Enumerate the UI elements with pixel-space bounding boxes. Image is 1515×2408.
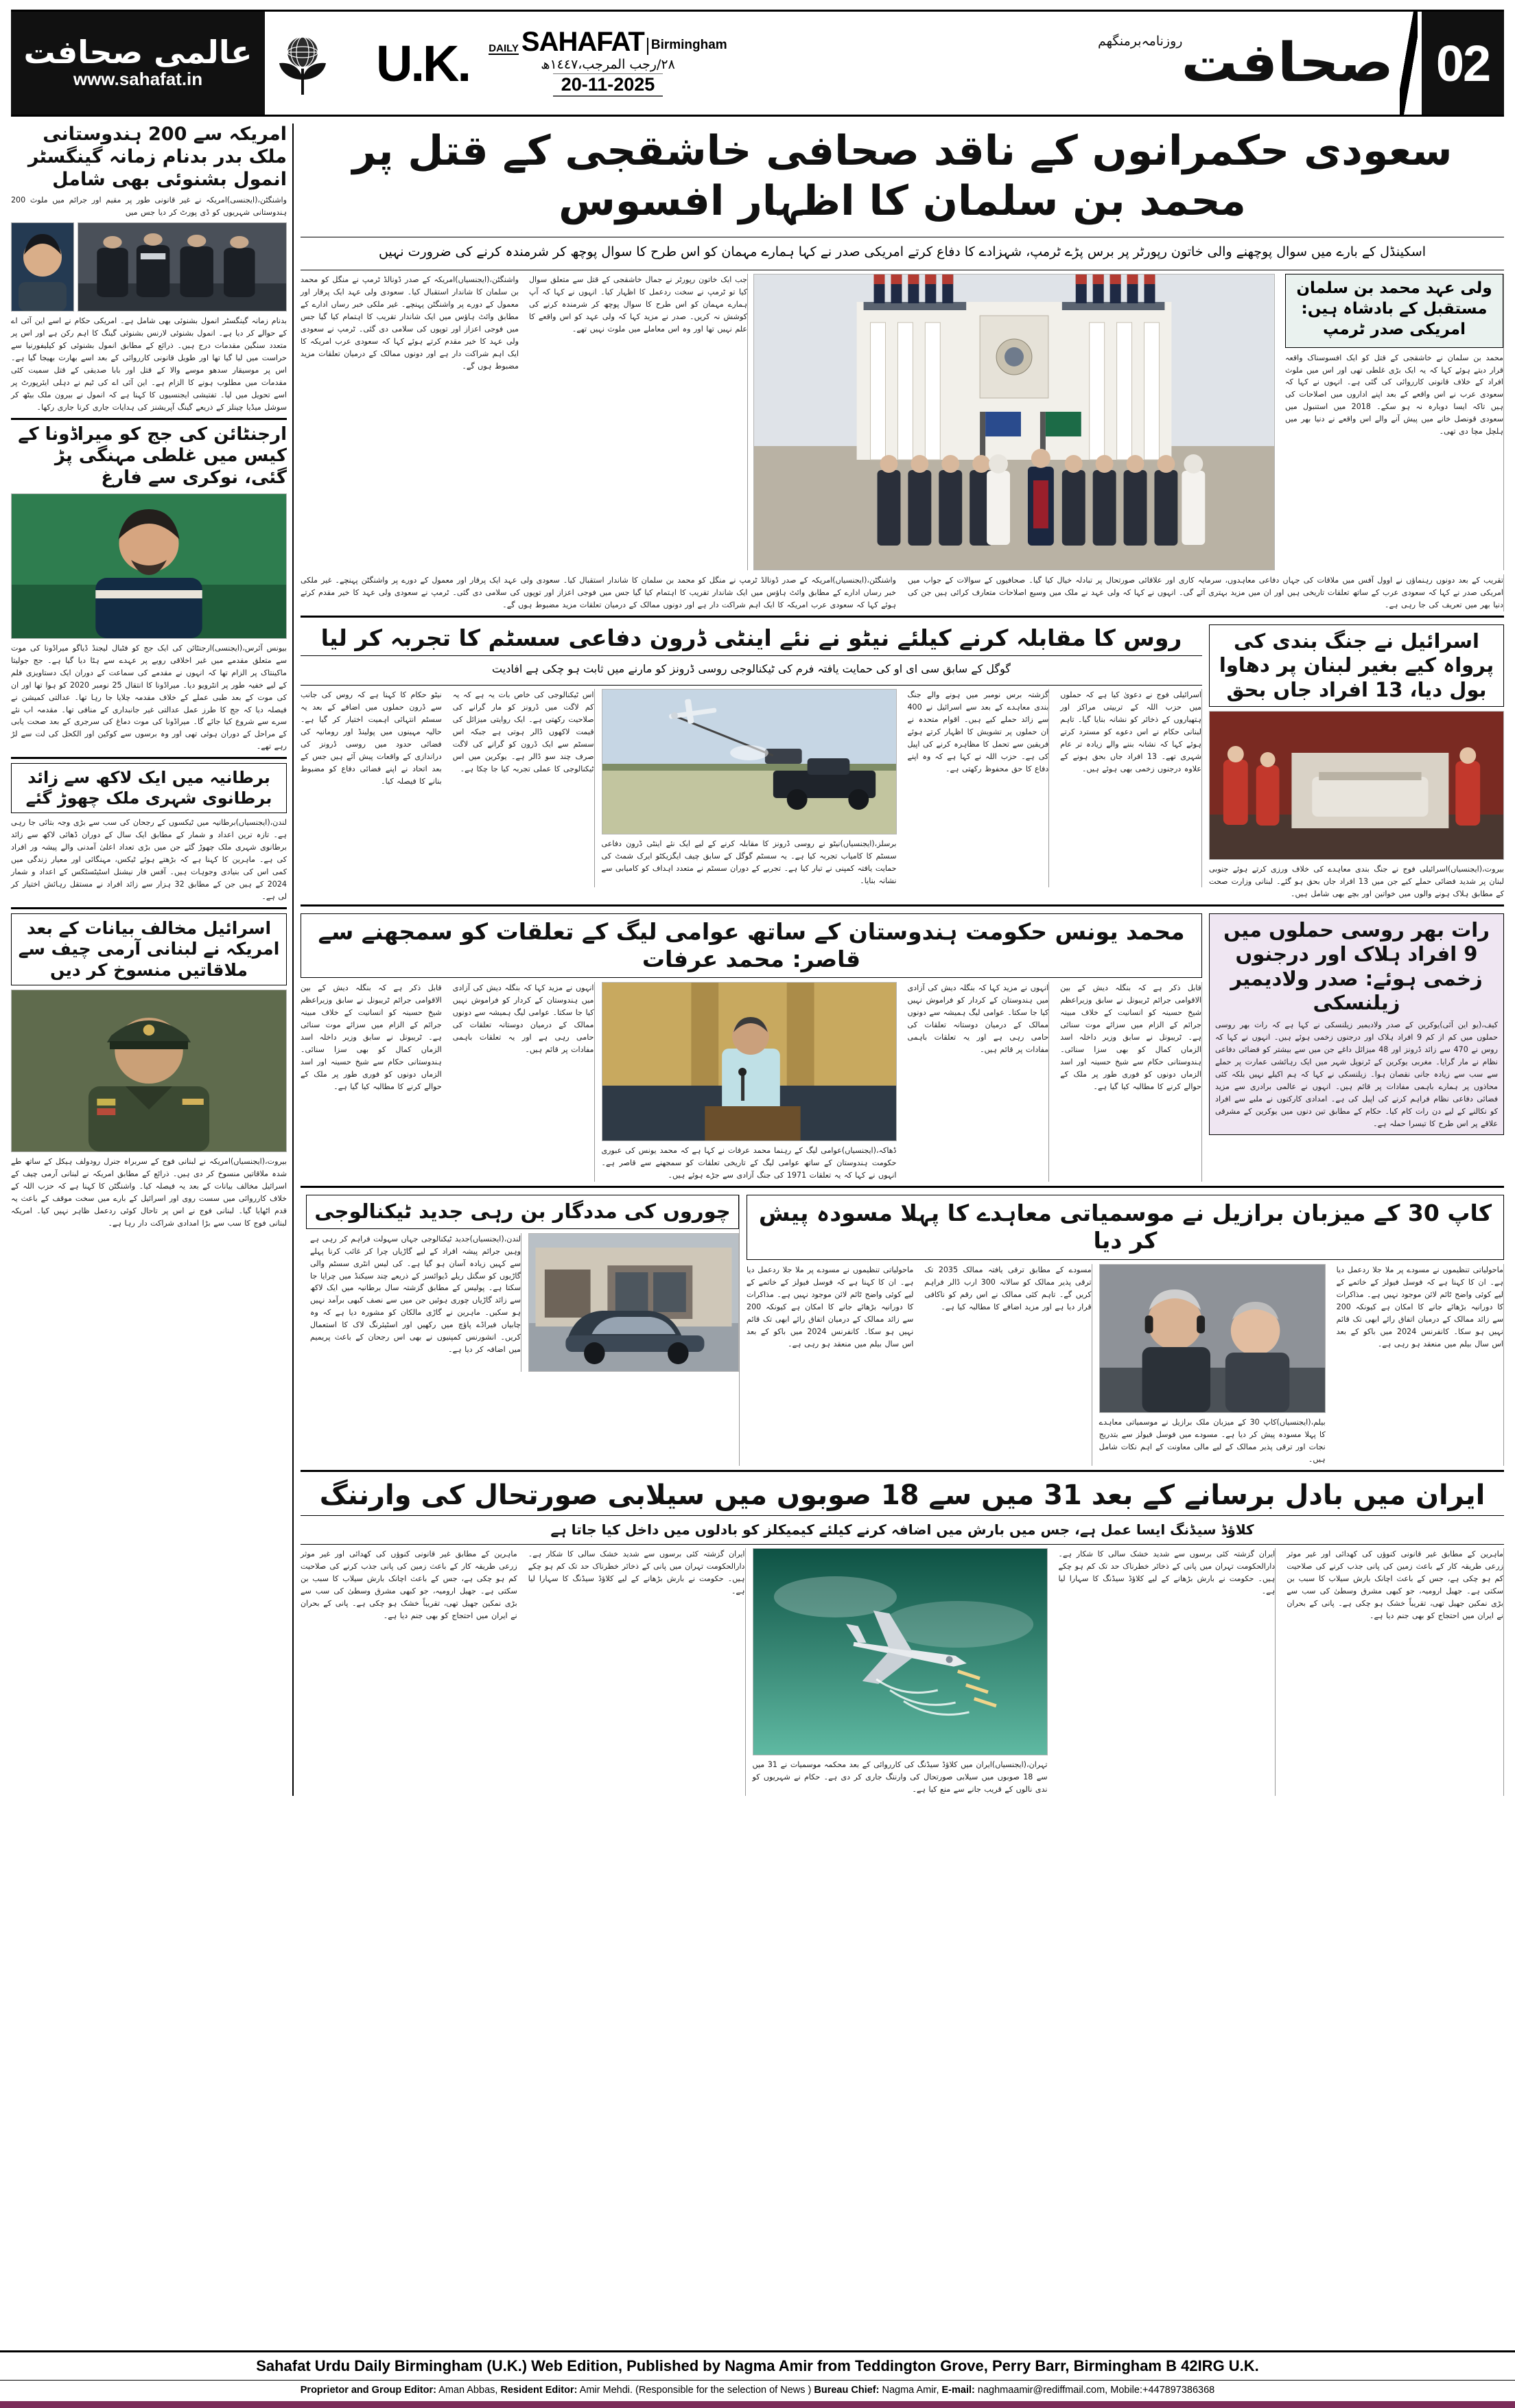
section-row-4 — [301, 1195, 1504, 1465]
yunus-paragraph-c2: قابل ذکر ہے کہ بنگلہ دیش کے بین الاقوامی جرائم ٹریبونل نے سابق وزیراعظم شیخ حسینہ کو انسانیت کے خلاف مبینہ جرائم کے الزام میں سزائے موت سنائی ہے۔ ٹریبونل نے سابق وزیر داخلہ اسد الزماں کمال کو بھی سزا سنائی۔ ہندوستانی حکام سے شیخ حسینہ اور اسد الزماں دونوں کو فوری طور پر ملک کے حوالے کرنے کا مطالبہ کیا گیا ہے۔ — [301, 983, 442, 1092]
lead-quote-headline: ولی عہد محمد بن سلمان مستقبل کے بادشاہ ہیں: امریکی صدر ٹرمپ — [1296, 279, 1492, 338]
diego-maradona-portrait-photo — [11, 493, 287, 639]
deportation-lead: واشنگٹن،(ایجنسی)امریکہ نے غیر قانونی طور پر مقیم اور جرائم میں ملوث 200 ہندوستانی شہریوں کو ڈی پورٹ کر دیا جس میں — [11, 195, 287, 217]
cloud-seeding-aircraft-illustration-photo — [753, 1548, 1048, 1755]
urdu-logo-text: صحافت — [1182, 32, 1394, 94]
page-body — [11, 124, 1504, 1796]
uk-emigration-body: لندن،(ایجنسیاں)برطانیہ میں ٹیکسوں کے رجحان کی سب سے بڑی وجہ بتائی جا رہی ہے۔ تازہ ترین اعداد و شمار کے مطابق ایک سال کے دوران ڈھائی لاکھ سے زائد برطانوی شہری ملک چھوڑ گئے جن میں بڑی تعداد اعلیٰ آمدنی والے پیشہ ور افراد کی ہے۔ ماہرین کا کہنا ہے کہ بڑھتے ہوئے ٹیکس، مہنگائی اور معیار زندگی میں کمی اس کی بنیادی وجوہات ہیں۔ آفس فار نیشنل اسٹیٹسٹکس کے اعداد و شمار 2024 کے ہیں جن کے مطابق 32 ہزار سے زائد افراد نے مستقل رہائش اختیار کر لی ہے۔ — [11, 817, 287, 901]
footer-bureau-chief-label: Bureau Chief: — [814, 2385, 880, 2396]
footer-email-address[interactable]: naghmaamir@rediffmail.com, — [977, 2385, 1108, 2396]
alami-sahafat-urdu-text: عالمی صحافت — [23, 34, 252, 71]
nato-drone-paragraph-c: نیٹو حکام کا کہنا ہے کہ روس کی جانب سے ڈرون حملوں میں اضافے کے بعد یہ سسٹم انتہائی اہمیت اختیار کر گیا ہے۔ حالیہ مہینوں میں پولینڈ اور رومانیہ کی فضائی حدود میں روسی ڈرونز کی دراندازی کے واقعات پیش آئے ہیں جس کے بعد اتحاد نے اپنے فضائی دفاع کو مضبوط بنانے کا فیصلہ کیا۔ — [301, 690, 442, 786]
israel-lebanon-paragraph-b: اسرائیلی فوج نے دعویٰ کیا ہے کہ حملوں میں حزب اللہ کے تربیتی مراکز اور ہتھیاروں کے ذخائر کو نشانہ بنایا گیا۔ تاہم لبنانی حکام نے اس دعوے کو مسترد کرتے ہوئے کہا کہ نشانہ بننے والے زیادہ تر عام شہری تھے۔ 13 افراد جاں بحق ہونے کے علاوہ درجنوں زخمی بھی ہوئے ہیں۔ — [1060, 690, 1201, 773]
lead-paragraph-a: واشنگٹن،(ایجنسیاں)امریکہ کے صدر ڈونالڈ ٹرمپ نے منگل کو محمد بن سلمان کا شاندار استقبال کیا۔ سعودی ولی عہد ایک پرقار اور معمول کے دورے پر واشنگٹن پہنچے۔ غیر ملکی خبر رساں ادارے کے مطابق وائٹ ہاؤس میں ایک شاندار تقریب کا اہتمام کیا گیا جس میں فوجی اعزاز اور توپوں کی سلامی دی گئی۔ ٹرمپ نے سعودی ولی عہد کا خیر مقدم کرتے ہوئے کہا کہ سعودی عرب امریکہ کا ایک اہم شراکت دار ہے اور دونوں ممالک کے درمیان تعلقات مزید مضبوط ہوں گے۔ — [301, 274, 519, 371]
section-iran-floods — [301, 1479, 1504, 1796]
tech-thieves-body: لندن،(ایجنسیاں)جدید ٹیکنالوجی جہاں سہولت فراہم کر رہی ہے وہیں جرائم پیشہ افراد کے لیے گاڑیاں چرا کر غائب کرنا پہلے سے کہیں زیادہ آسان ہو گیا ہے۔ کی لیس انٹری سسٹم والی گاڑیوں کو سگنل ریلے ڈیوائسز کے ذریعے چند سیکنڈ میں چرایا جا سکتا ہے۔ پولیس کے مطابق گزشتہ سال برطانیہ میں ایک لاکھ سے زائد گاڑیاں چوری ہوئیں جن میں سے نصف کبھی برآمد نہیں ہو سکیں۔ ماہرین نے گاڑی مالکان کو مشورہ دیا ہے کہ وہ چابیاں فیراڈے پاؤچ میں رکھیں اور اسٹیئرنگ لاک کا استعمال کریں۔ انشورنس کمپنیوں نے بھی اس رجحان کے باعث پریمیم میں اضافہ کر دیا ہے۔ — [310, 1234, 521, 1355]
yunus-paragraph-b: انہوں نے مزید کہا کہ بنگلہ دیش کی آزادی میں ہندوستان کے کردار کو فراموش نہیں کیا جا سکتا۔ عوامی لیگ ہمیشہ سے دونوں ممالک کے درمیان دوستانہ تعلقات کی حامی رہی ہے اور یہ تعلقات باہمی مفادات پر قائم ہیں۔ — [907, 983, 1049, 1055]
iran-floods-paragraph-b2: ایران گزشتہ کئی برسوں سے شدید خشک سالی کا شکار ہے۔ دارالحکومت تہران میں پانی کے ذخائر خطرناک حد تک کم ہو چکے ہیں۔ حکومت نے بارش بڑھانے کے لیے کلاؤڈ سیڈنگ کا سہارا لیا ہے۔ — [528, 1549, 745, 1595]
page-number: 02 — [1418, 12, 1504, 115]
page-footer — [0, 2350, 1515, 2408]
nato-drone-paragraph-b: اس ٹیکنالوجی کی خاص بات یہ ہے کہ یہ کم لاگت میں ڈرونز کو مار گرانے کی صلاحیت رکھتی ہے۔ ایک روایتی میزائل کی قیمت لاکھوں ڈالر ہوتی ہے جبکہ اس سسٹم سے ایک ڈرون کو گرانے کی لاگت صرف چند سو ڈالر ہے۔ یوکرین میں اس ٹیکنالوجی کا عملی تجربہ کیا جا چکا ہے۔ — [452, 690, 594, 773]
urdu-logo-superscript: روزنامہ — [1141, 34, 1183, 49]
maradona-judge-headline: ارجنٹائن کی جج کو میراڈونا کے کیس میں غلطی مہنگی پڑ گئی، نوکری سے فارغ — [18, 423, 287, 488]
cop30-headline: کاپ 30 کے میزبان برازیل نے موسمیاتی معاہدے کا پہلا مسودہ پیش کر دیا — [758, 1200, 1492, 1254]
anmol-bishnoi-portrait-photo — [11, 222, 74, 312]
cop30-delegates-headphones-photo — [1099, 1264, 1326, 1413]
section-cop30 — [747, 1195, 1504, 1465]
footer-proprietor-label: Proprietor and Group Editor: — [300, 2385, 436, 2396]
israel-lebanon-paragraph-c: گزشتہ برس نومبر میں ہونے والے جنگ بندی معاہدے کے بعد سے اسرائیل نے 400 سے زائد حملے کیے ہیں۔ اقوام متحدہ نے ان حملوں پر تشویش کا اظہار کرتے ہوئے فریقین سے تحمل کا مظاہرہ کرنے کی اپیل کی ہے۔ حزب اللہ نے کہا ہے کہ وہ اپنے دفاع کا حق محفوظ رکھتی ہے۔ — [907, 690, 1049, 773]
iran-floods-paragraph-a: تہران،(ایجنسیاں)ایران میں کلاؤڈ سیڈنگ کی کارروائی کے بعد محکمہ موسمیات نے 31 میں سے 18 صوبوں میں سیلابی صورتحال کی وارننگ جاری کر دی ہے۔ حکام نے شہریوں کو ندی نالوں کے قریب جانے سے منع کیا ہے۔ — [752, 1760, 1048, 1794]
yunus-paragraph-b2: انہوں نے مزید کہا کہ بنگلہ دیش کی آزادی میں ہندوستان کے کردار کو فراموش نہیں کیا جا سکتا۔ عوامی لیگ ہمیشہ سے دونوں ممالک کے درمیان دوستانہ تعلقات کی حامی رہی ہے اور یہ تعلقات باہمی مفادات پر قائم ہیں۔ — [452, 983, 594, 1055]
section-nato-drone — [301, 624, 1202, 900]
lebanon-army-chief-headline: اسرائیل مخالف بیانات کے بعد امریکہ نے لبنانی آرمی چیف سے ملاقاتیں منسوخ کر دیں — [18, 917, 280, 980]
gregorian-date: 20-11-2025 — [553, 73, 663, 96]
iran-floods-paragraph-c2: ماہرین کے مطابق غیر قانونی کنوؤں کی کھدائی اور غیر موثر زرعی طریقہ کار کے باعث زمین کی پانی جذب کرنے کی صلاحیت کم ہو چکی ہے، جس کے باعث اچانک بارش سیلاب کا سبب بن سکتی ہے۔ جھیل ارومیہ، جو کبھی مشرق وسطیٰ کی سب سے بڑی نمکین جھیل تھی، تقریباً خشک ہو چکی ہے۔ پانی کے بحران نے ایران میں احتجاج کو بھی جنم دیا ہے۔ — [301, 1549, 517, 1620]
masthead-daily-block — [489, 12, 727, 115]
iran-floods-paragraph-c: ماہرین کے مطابق غیر قانونی کنوؤں کی کھدائی اور غیر موثر زرعی طریقہ کار کے باعث زمین کی پانی جذب کرنے کی صلاحیت کم ہو چکی ہے، جس کے باعث اچانک بارش سیلاب کا سبب بن سکتی ہے۔ جھیل ارومیہ، جو کبھی مشرق وسطیٰ کی سب سے بڑی نمکین جھیل تھی، تقریباً خشک ہو چکی ہے۔ پانی کے بحران نے ایران میں احتجاج کو بھی جنم دیا ہے۔ — [1287, 1549, 1503, 1620]
main-news-zone — [301, 124, 1504, 1796]
section-yunus-awami-league — [301, 913, 1202, 1182]
hijri-date: ٢٨/رجب المرجب،١٤٤٧ھ — [541, 57, 675, 73]
iran-floods-paragraph-b: ایران گزشتہ کئی برسوں سے شدید خشک سالی کا شکار ہے۔ دارالحکومت تہران میں پانی کے ذخائر خطرناک حد تک کم ہو چکے ہیں۔ حکومت نے بارش بڑھانے کے لیے کلاؤڈ سیڈنگ کا سہارا لیا ہے۔ — [1058, 1549, 1276, 1595]
lead-paragraph-c: جب ایک خاتون رپورٹر نے جمال خاشقجی کے قتل سے متعلق سوال کیا تو ٹرمپ نے سخت ردعمل کا اظہار کیا۔ انہوں نے کہا کہ آپ ہمارے مہمان کو اس طرح کا سوال پوچھ کر شرمندہ کرنے کی کوشش نہ کریں۔ صدر نے مزید کہا کہ ولی عہد کو اس واقعے کا علم نہیں تھا اور وہ اس معاملے میں ملوث نہیں تھے۔ — [529, 274, 747, 334]
section-row-2 — [301, 624, 1504, 900]
russia-attacks-headline: رات بھر روسی حملوں میں 9 افراد ہلاک اور درجنوں زخمی ہوئے: صدر ولادیمیر زیلنسکی — [1223, 917, 1490, 1014]
masthead-spacer — [711, 12, 1021, 115]
yunus-headline: محمد یونس حکومت ہندوستان کے ساتھ عوامی لیگ کے تعلقات کو سمجھنے سے قاصر: محمد عرفات — [318, 917, 1185, 973]
iran-floods-subheadline: کلاؤڈ سیڈنگ ایسا عمل ہے، جس میں بارش میں اضافہ کرنے کیلئے کیمیکلز کو بادلوں میں داخل کیا جاتا ہے — [550, 1521, 1254, 1539]
iran-floods-headline: ایران میں بادل برسانے کے بعد 31 میں سے 18 صوبوں میں سیلابی صورتحال کی وارننگ — [319, 1479, 1485, 1511]
masthead-urdu-nameplate — [1021, 12, 1400, 115]
cop30-paragraph-b: مسودے کے مطابق ترقی یافتہ ممالک 2035 تک ترقی پذیر ممالک کو سالانہ 300 ارب ڈالر فراہم کریں گے۔ تاہم کئی ممالک نے اس رقم کو ناکافی قرار دیا ہے اور مزید اضافے کا مطالبہ کیا ہے۔ — [924, 1265, 1092, 1311]
maradona-judge-body: بیونس آئرس،(ایجنسی)ارجنٹائن کی ایک جج کو فٹبال لیجنڈ ڈیاگو میراڈونا کی موت سے متعلق مقدمے میں غیر اخلاقی رویے پر عہدے سے ہٹا دیا گیا ہے۔ جج جولیتا ماکینتاک پر الزام تھا کہ انہوں نے مقدمے کی سماعت کے دوران ایک دستاویزی فلم کے لیے خفیہ طور پر انٹرویو دیا۔ میراڈونا کا انتقال 25 نومبر 2020 کو ہوا تھا اور ان کی موت کے بعد طبی عملے کے خلاف مقدمہ چلایا جا رہا تھا۔ عدالتی کمیشن نے فیصلہ دیا کہ جج کا طرز عمل عدالتی غیر جانبداری کے منافی تھا۔ مقدمہ اب نئے سرے سے شروع کیا جائے گا۔ میراڈونا کی موت دماغ کی سرجری کے بعد صحت یابی کے مراحل کے دوران ہوئی تھی اور وہ برسوں سے کوکین اور الکحل کی لت سے لڑ رہے تھے۔ — [11, 643, 287, 751]
globe-plant-icon — [265, 12, 340, 115]
footer-resident-editor-name: Amir Mehdi. — [579, 2385, 633, 2396]
lead-story — [301, 124, 1504, 611]
sahafat-wordmark: SAHAFAT — [521, 27, 644, 58]
rail-item-deportation — [11, 124, 287, 414]
rail-item-maradona-judge — [11, 424, 287, 753]
footer-email-label: E-mail: — [941, 2385, 975, 2396]
rail-item-lebanon-army-chief — [11, 913, 287, 1230]
car-in-driveway-house-photo — [528, 1233, 739, 1372]
deportation-headline: امریکہ سے 200 ہندوستانی ملک بدر بدنام زمانہ گینگسٹر انمول بشنوئی بھی شامل — [27, 124, 287, 190]
deportation-body: بدنام زمانہ گینگسٹر انمول بشنوئی بھی شامل ہے۔ امریکی حکام نے اسے این آئی اے کے حوالے کر دیا ہے۔ انمول بشنوئی لارنس بشنوئی گینگ کا اہم رکن ہے اور اس پر متعدد سنگین مقدمات درج ہیں۔ ذرائع کے مطابق انمول بشنوئی کو کیلیفورنیا سے حراست میں لیا گیا تھا اور طویل قانونی کارروائی کے بعد اسے بھارت بھیجا گیا ہے۔ اس پر موسیقار سدھو موسے والا کے قتل اور بابا صدیقی کے قتل سمیت کئی مقدمات میں مطلوب ہونے کا الزام ہے۔ این آئی اے کی ٹیم نے دہلی ایئرپورٹ پر اسے تحویل میں لیا۔ تفتیشی ایجنسیوں کا کہنا ہے کہ انمول نے بیرون ملک بیٹھ کر سوشل میڈیا چینلز کے ذریعے گینگ آپریشنز کی ہدایات جاری کرنا جاری رکھا۔ — [11, 316, 287, 412]
footer-bureau-chief-name: Nagma Amir, — [882, 2385, 939, 2396]
footer-imprint-line — [0, 2381, 1515, 2401]
yunus-paragraph-c: قابل ذکر ہے کہ بنگلہ دیش کے بین الاقوامی جرائم ٹریبونل نے سابق وزیراعظم شیخ حسینہ کو انسانیت کے خلاف مبینہ جرائم کے الزام میں سزائے موت سنائی ہے۔ ٹریبونل نے سابق وزیر داخلہ اسد الزماں کمال کو بھی سزا سنائی۔ ہندوستانی حکام سے شیخ حسینہ اور اسد الزماں دونوں کو فوری طور پر ملک کے حوالے کرنے کا مطالبہ کیا گیا ہے۔ — [1060, 983, 1201, 1092]
footer-mobile-number: Mobile:+447897386368 — [1110, 2385, 1215, 2396]
lead-paragraph-b: تقریب کے بعد دونوں رہنماؤں نے اوول آفس میں ملاقات کی جہاں دفاعی معاہدوں، سرمایہ کاری اور علاقائی صورتحال پر تبادلہ خیال کیا گیا۔ صحافیوں کے سوالات کے جواب میں امریکی صدر نے کہا کہ سعودی عرب کے ساتھ تعلقات تاریخی ہیں اور ان میں مزید بہتری آئے گی۔ انہوں نے کہا کہ ولی عہد نے ملک میں وسیع اصلاحات متعارف کرائی ہیں جن کی دنیا بھر میں تعریف کی جا رہی ہے۔ — [908, 575, 1503, 609]
mohammad-arafat-speaking-podium-photo — [602, 982, 897, 1141]
edition-label: U.K. — [376, 34, 469, 92]
masthead-city: Birmingham — [647, 38, 727, 55]
nato-drone-subheadline: گوگل کے سابق سی ای او کی حمایت یافتہ فرم کی ٹیکنالوجی روسی ڈرونز کو مارنے میں ثابت ہو چکی ہے افادیت — [492, 662, 1011, 676]
footer-color-bar — [0, 2401, 1515, 2408]
cop30-paragraph-c2: ماحولیاتی تنظیموں نے مسودے پر ملا جلا ردعمل دیا ہے۔ ان کا کہنا ہے کہ فوسل فیولز کے خاتمے کے لیے کوئی واضح ٹائم لائن موجود نہیں ہے۔ مذاکرات کا دورانیہ بڑھائے جانے کا امکان ہے کیونکہ 200 سے زائد ممالک کے درمیان اتفاق رائے ابھی تک قائم نہیں ہو سکا۔ کانفرنس 2024 میں باکو کے بعد اس سال بیلم میں منعقد ہو رہی ہے۔ — [747, 1265, 914, 1348]
section-tech-thieves — [301, 1195, 740, 1465]
anti-drone-launcher-vehicle-photo — [602, 689, 897, 834]
masthead — [11, 10, 1504, 117]
deportees-with-agents-photo — [78, 222, 287, 312]
lebanese-army-chief-portrait-photo — [11, 990, 287, 1152]
lebanon-army-chief-body: بیروت،(ایجنسیاں)امریکہ نے لبنانی فوج کے سربراہ جنرل رودولف ہیکل کے ساتھ طے شدہ ملاقاتیں منسوخ کر دی ہیں۔ ذرائع کے مطابق امریکہ نے لبنانی آرمی چیف کے اسرائیل مخالف بیانات کے بعد یہ فیصلہ کیا۔ واشنگٹن کا کہنا ہے کہ حزب اللہ کے خلاف کارروائی میں سست روی اور اسرائیل کے بارے میں سخت موقف کے باعث یہ قدم اٹھایا گیا۔ لبنانی فوج نے اس پر تاحال کوئی ردعمل ظاہر نہیں کیا۔ امریکہ لبنانی فوج کا سب سے بڑا امدادی شراکت دار رہا ہے۔ — [11, 1157, 287, 1228]
lead-subheadline: اسکینڈل کے بارے میں سوال پوچھنے والی خاتون رپورٹر پر برس پڑے ٹرمپ، شہزادے کا دفاع کرتے امریکی صدر نے کہا ہمارے مہمان کو اس طرح کا سوال پوچھ کر شرمندہ کرنے کی ضرورت نہیں — [378, 244, 1426, 260]
nato-drone-headline: روس کا مقابلہ کرنے کیلئے نیٹو نے نئے اینٹی ڈرون دفاعی سسٹم کا تجربہ کر لیا — [320, 624, 1182, 651]
nato-drone-paragraph-a: برسلز،(ایجنسیاں)نیٹو نے روسی ڈرونز کا مقابلہ کرنے کے لیے ایک نئے اینٹی ڈرون دفاعی سسٹم کا کامیاب تجربہ کیا ہے۔ یہ سسٹم گوگل کے سابق چیف ایگزیکٹو ایرک شمٹ کی حمایت یافتہ کمپنی نے تیار کیا ہے۔ تجربے کے دوران سسٹم نے متعدد اہداف کو کامیابی سے نشانہ بنایا۔ — [601, 839, 897, 885]
footer-resident-editor-label: Resident Editor: — [500, 2385, 578, 2396]
lead-headline: سعودی حکمرانوں کے ناقد صحافی خاشقجی کے قتل پر محمد بن سلمان کا اظہار افسوس — [352, 127, 1453, 226]
footer-publication-line: Sahafat Urdu Daily Birmingham (U.K.) Web Edition, Published by Nagma Amir from Teddington Grove, Perry Barr, Birmingham B 42IRG U.K. — [0, 2350, 1515, 2381]
section-row-3 — [301, 913, 1504, 1182]
cop30-paragraph-c: ماحولیاتی تنظیموں نے مسودے پر ملا جلا ردعمل دیا ہے۔ ان کا کہنا ہے کہ فوسل فیولز کے خاتمے کے لیے کوئی واضح ٹائم لائن موجود نہیں ہے۔ مذاکرات کا دورانیہ بڑھائے جانے کا امکان ہے کیونکہ 200 سے زائد ممالک کے درمیان اتفاق رائے ابھی تک قائم نہیں ہو سکا۔ کانفرنس 2024 میں باکو کے بعد اس سال بیلم میں منعقد ہو رہی ہے۔ — [1336, 1265, 1503, 1348]
lead-quote-box — [1285, 274, 1503, 348]
rescue-workers-ambulance-photo — [1209, 711, 1504, 860]
website-url[interactable]: www.sahafat.in — [73, 69, 203, 89]
footer-responsibility-note: (Responsible for the selection of News ) — [635, 2385, 812, 2396]
israel-lebanon-headline: اسرائیل نے جنگ بندی کی پرواہ کیے بغیر لبنان پر دھاوا بول دیا، 13 افراد جاں بحق — [1219, 629, 1494, 701]
lead-paragraph-d: محمد بن سلمان نے خاشقجی کے قتل کو ایک افسوسناک واقعہ قرار دیتے ہوئے کہا کہ یہ ایک بڑی غلطی تھی اور اس میں ملوث افراد کے خلاف قانونی کارروائی کی گئی ہے۔ انہوں نے کہا کہ سعودی عرب نے اس واقعے کے بعد اپنے اداروں میں اصلاحات کی ہیں تاکہ ایسا دوبارہ نہ ہو سکے۔ 2018 میں استنبول میں سعودی قونصل خانے میں پیش آنے والے اس واقعے نے دنیا بھر میں ہلچل مچا دی تھی۔ — [1285, 353, 1503, 436]
urdu-logo-superscript-city: برمنگھم — [1097, 34, 1142, 49]
section-israel-lebanon — [1209, 624, 1504, 900]
footer-proprietor-name: Aman Abbas, — [438, 2385, 498, 2396]
masthead-swoosh-decoration — [1400, 12, 1418, 115]
yunus-paragraph-a: ڈھاکہ،(ایجنسیاں)عوامی لیگ کے رہنما محمد عرفات نے کہا ہے کہ محمد یونس کی عبوری حکومت ہندوستان کے ساتھ عوامی لیگ کے تاریخی تعلقات کو سمجھنے سے قاصر ہے۔ انہوں نے کہا کہ یہ تعلقات 1971 کی جنگ آزادی سے جڑے ہوئے ہیں۔ — [601, 1146, 897, 1180]
daily-word: DAILY — [489, 43, 519, 55]
israel-lebanon-paragraph-a: بیروت،(ایجنسیاں)اسرائیلی فوج نے جنگ بندی معاہدے کی خلاف ورزی کرتے ہوئے جنوبی لبنان پر شدید فضائی حملے کیے جن میں 13 افراد جاں بحق ہو گئے۔ لبنانی وزارت صحت کے مطابق ہلاک ہونے والوں میں خواتین اور بچے بھی شامل ہیں۔ — [1209, 864, 1504, 898]
uk-emigration-headline: برطانیہ میں ایک لاکھ سے زائد برطانوی شہری ملک چھوڑ گئے — [25, 768, 272, 808]
white-house-welcome-ceremony-photo — [753, 274, 1275, 570]
alami-sahafat-logo[interactable] — [11, 12, 340, 115]
section-russia-attacks — [1209, 913, 1504, 1182]
rail-item-uk-emigration — [11, 763, 287, 902]
right-rail — [11, 124, 294, 1796]
tech-thieves-headline: چوروں کی مددگار بن رہی جدید ٹیکنالوجی — [314, 1200, 731, 1224]
lead-paragraph-b2: واشنگٹن،(ایجنسیاں)امریکہ کے صدر ڈونالڈ ٹرمپ نے منگل کو محمد بن سلمان کا شاندار استقبال کیا۔ سعودی ولی عہد ایک پرقار اور معمول کے دورے پر واشنگٹن پہنچے۔ غیر ملکی خبر رساں ادارے کے مطابق وائٹ ہاؤس میں ایک شاندار تقریب کا اہتمام کیا گیا جس میں فوجی اعزاز اور توپوں کی سلامی دی گئی۔ ٹرمپ نے سعودی ولی عہد کا خیر مقدم کرتے ہوئے کہا کہ سعودی عرب امریکہ کا ایک اہم شراکت دار ہے اور دونوں ممالک کے درمیان تعلقات مزید مضبوط ہوں گے۔ — [301, 575, 896, 609]
russia-attacks-body: کیف،(یو این آئی)یوکرین کے صدر ولادیمیر زیلنسکی نے کہا ہے کہ رات بھر روسی حملوں میں کم از کم 9 افراد ہلاک اور درجنوں زخمی ہوئے ہیں۔ انہوں نے کہا کہ روس نے 470 سے زائد ڈرونز اور 48 میزائل داغے جن میں سے بیشتر کو فضائی دفاعی نظام نے مار گرایا۔ مغربی یوکرین کے ٹرنوپل شہر میں ایک رہائشی عمارت پر حملے سے سب سے زیادہ جانی نقصان ہوا۔ زیلنسکی نے کہا کہ ہم اکیلے نہیں بلکہ کئی محاذوں پر ہمارے باہمی مفادات پر قائم ہیں۔ انہوں نے عالمی برادری سے مزید فضائی دفاعی نظام فراہم کرنے کی اپیل کی ہے۔ امدادی کارکنوں نے ملبے سے افراد کو نکالنے کے لیے دن رات کام کیا۔ حکام کے مطابق تین دنوں میں یوکرین کے مشرقی علاقے پر اس طرح کا تیسرا حملہ ہے۔ — [1215, 1020, 1498, 1129]
cop30-paragraph-a: بیلم،(ایجنسیاں)کاپ 30 کے میزبان ملک برازیل نے موسمیاتی معاہدے کا پہلا مسودہ پیش کر دیا ہے۔ مسودے میں فوسل فیولز سے بتدریج نجات اور ترقی پذیر ممالک کے لیے مالی معاونت کے اہم نکات شامل ہیں۔ — [1099, 1417, 1326, 1464]
